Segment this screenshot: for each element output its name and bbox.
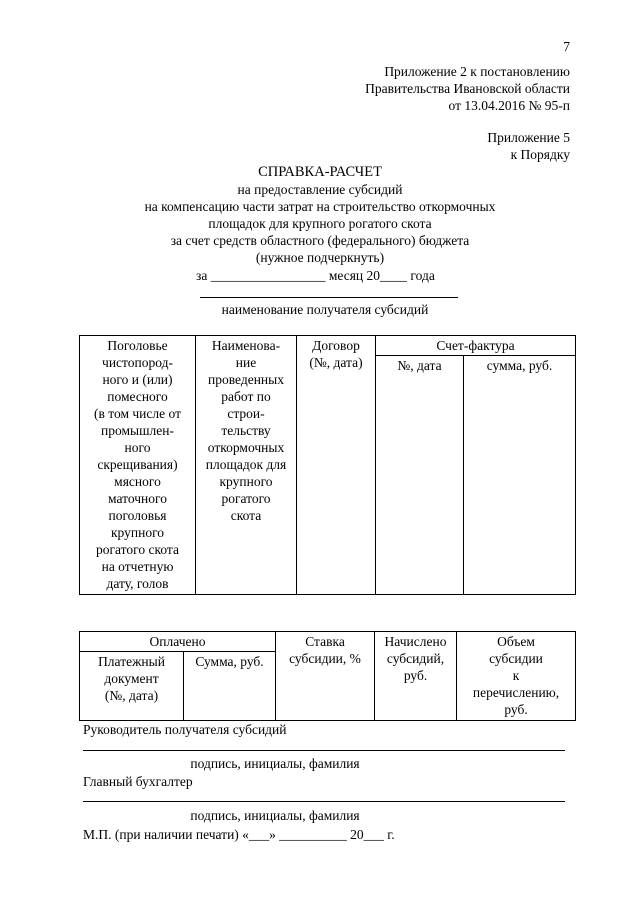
document-title: СПРАВКА-РАСЧЕТ bbox=[258, 164, 382, 180]
accountant-signature-line[interactable] bbox=[83, 801, 565, 802]
calculation-table-2 bbox=[79, 631, 576, 721]
appendix-2-line3: от 13.04.2016 № 95-п bbox=[448, 98, 570, 113]
appendix-2-line2: Правительства Ивановской области bbox=[365, 81, 570, 96]
accountant-caption: подпись, инициалы, фамилия bbox=[190, 808, 360, 823]
appendix-2-line1: Приложение 2 к постановлению bbox=[384, 64, 570, 79]
subtitle-line5: (нужное подчеркнуть) bbox=[255, 250, 385, 265]
header-rate: Ставка субсидии, % bbox=[276, 632, 375, 721]
head-caption: подпись, инициалы, фамилия bbox=[190, 756, 360, 771]
head-signature-line[interactable] bbox=[83, 750, 565, 751]
stamp-date-line: М.П. (при наличии печати) «___» __________ 20___ г. bbox=[83, 827, 395, 842]
appendix-5-block bbox=[370, 129, 570, 163]
period-prefix: за bbox=[196, 268, 208, 283]
subtitle-line4: за счет средств областного (федерального) бюджета bbox=[170, 233, 470, 248]
appendix-5-line2: к Порядку bbox=[510, 147, 570, 162]
header-payment-amount: Сумма, руб. bbox=[184, 652, 276, 721]
period-line bbox=[196, 267, 435, 284]
recipient-caption: наименование получателя субсидий bbox=[221, 302, 429, 317]
header-invoice-amount: сумма, руб. bbox=[464, 356, 576, 595]
period-blank-year[interactable]: ____ bbox=[380, 268, 408, 283]
subtitle-line2: на компенсацию части затрат на строительство откормочных bbox=[144, 199, 496, 214]
header-contract: Договор (№, дата) bbox=[297, 336, 376, 595]
subtitle-line3: площадок для крупного рогатого скота bbox=[208, 216, 432, 231]
accountant-label: Главный бухгалтер bbox=[83, 774, 193, 789]
header-accrued: Начислено субсидий, руб. bbox=[375, 632, 457, 721]
calculation-table-1 bbox=[79, 335, 576, 595]
period-suffix: года bbox=[410, 268, 435, 283]
period-blank-month[interactable]: _________________ bbox=[210, 268, 326, 283]
page-number: 7 bbox=[563, 39, 570, 54]
header-works: Наименова- ние проведенных работ по строи- тельству откормочных площадок для крупного рогатого скота bbox=[196, 336, 297, 595]
header-invoice-number-date: №, дата bbox=[376, 356, 464, 595]
title-block bbox=[110, 164, 530, 266]
header-livestock: Поголовье чистопород- ного и (или) помесного (в том числе от промышлен- ного скрещивания) мясного маточного поголовья крупного рогатого скота на отчетную дату, голов bbox=[80, 336, 196, 595]
recipient-field-line[interactable] bbox=[200, 297, 458, 298]
subtitle-line1: на предоставление субсидий bbox=[237, 182, 403, 197]
header-invoice: Счет-фактура bbox=[376, 336, 576, 356]
appendix-2-block bbox=[250, 63, 570, 114]
header-paid: Оплачено bbox=[80, 632, 276, 652]
header-volume: Объем субсидии к перечислению, руб. bbox=[457, 632, 576, 721]
appendix-5-line1: Приложение 5 bbox=[487, 130, 570, 145]
period-middle: месяц 20 bbox=[328, 268, 381, 283]
header-payment-document: Платежный документ (№, дата) bbox=[80, 652, 184, 721]
head-label: Руководитель получателя субсидий bbox=[83, 722, 287, 737]
